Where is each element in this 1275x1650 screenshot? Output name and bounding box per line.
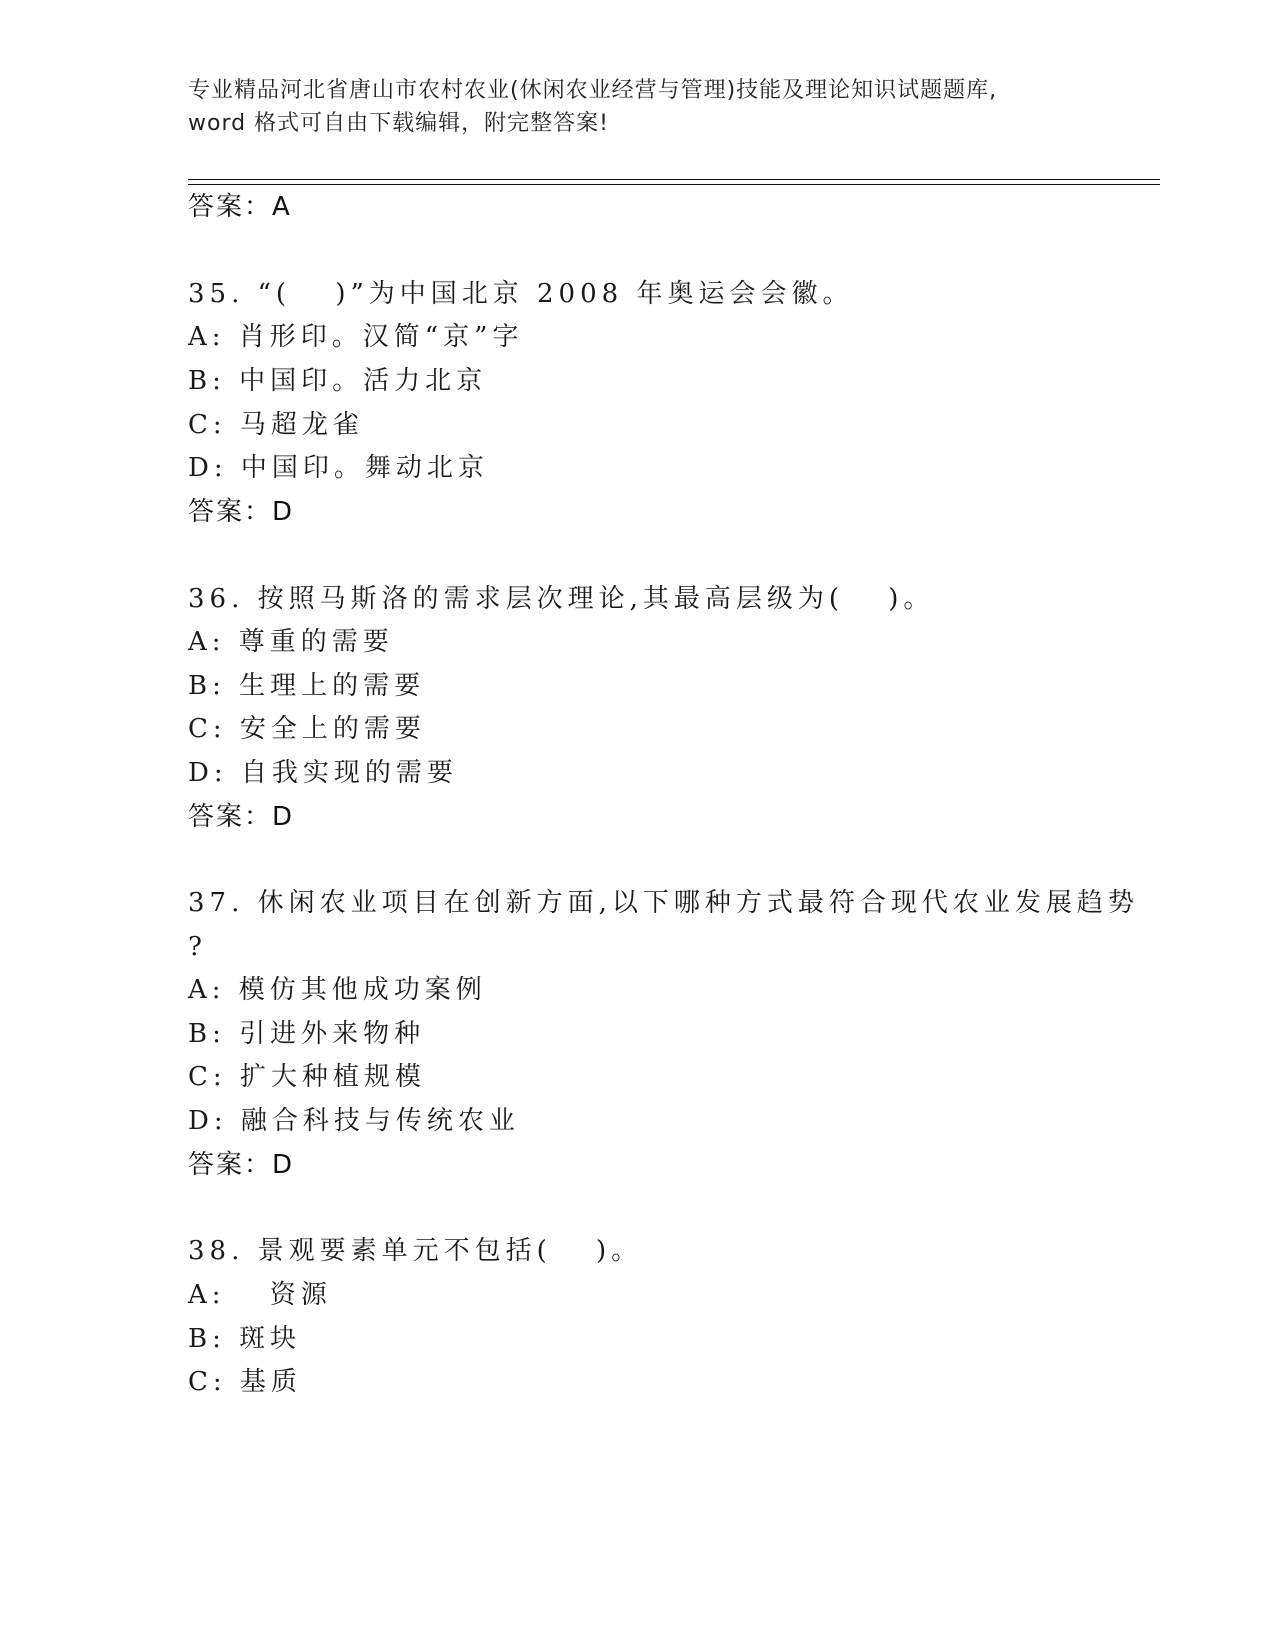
header-title-line-2: word 格式可自由下载编辑，附完整答案! — [188, 111, 609, 136]
question-36-option-b: B: 生理上的需要 — [188, 671, 426, 701]
document-header — [188, 74, 1088, 140]
question-36-answer: 答案：D — [188, 802, 295, 832]
question-35-option-d: D: 中国印。舞动北京 — [188, 453, 489, 483]
question-38-option-b: B: 斑块 — [188, 1324, 302, 1354]
question-36-option-a: A: 尊重的需要 — [188, 627, 394, 657]
question-38-option-c: C: 基质 — [188, 1367, 302, 1397]
question-35-option-a: A: 肖形印。汉简“京”字 — [188, 322, 524, 352]
header-rule-top — [188, 179, 1160, 180]
question-37-stem-continued: ? — [188, 932, 207, 962]
question-37-answer: 答案：D — [188, 1150, 295, 1180]
question-35-option-c: C: 马超龙雀 — [188, 410, 364, 440]
previous-answer: 答案：A — [188, 192, 292, 222]
header-rule-bottom — [188, 184, 1160, 185]
question-38-stem: 38. 景观要素单元不包括( )。 — [188, 1236, 643, 1266]
question-37-option-b: B: 引进外来物种 — [188, 1019, 426, 1049]
question-36-stem: 36. 按照马斯洛的需求层次理论,其最高层级为( )。 — [188, 584, 935, 614]
question-36-option-d: D: 自我实现的需要 — [188, 758, 458, 788]
question-35-answer: 答案：D — [188, 497, 295, 527]
header-title-line-1: 专业精品河北省唐山市农村农业(休闲农业经营与管理)技能及理论知识试题题库, — [188, 78, 998, 103]
question-37-stem: 37. 休闲农业项目在创新方面,以下哪种方式最符合现代农业发展趋势 — [188, 888, 1139, 918]
question-37-option-a: A: 模仿其他成功案例 — [188, 975, 487, 1005]
question-37-option-d: D: 融合科技与传统农业 — [188, 1106, 520, 1136]
question-35-option-b: B: 中国印。活力北京 — [188, 366, 488, 396]
question-37-option-c: C: 扩大种植规模 — [188, 1062, 426, 1092]
question-38-option-a: A: 资源 — [188, 1280, 332, 1310]
question-36-option-c: C: 安全上的需要 — [188, 714, 426, 744]
question-35-stem: 35. “( )”为中国北京 2008 年奥运会会徽。 — [188, 279, 854, 309]
